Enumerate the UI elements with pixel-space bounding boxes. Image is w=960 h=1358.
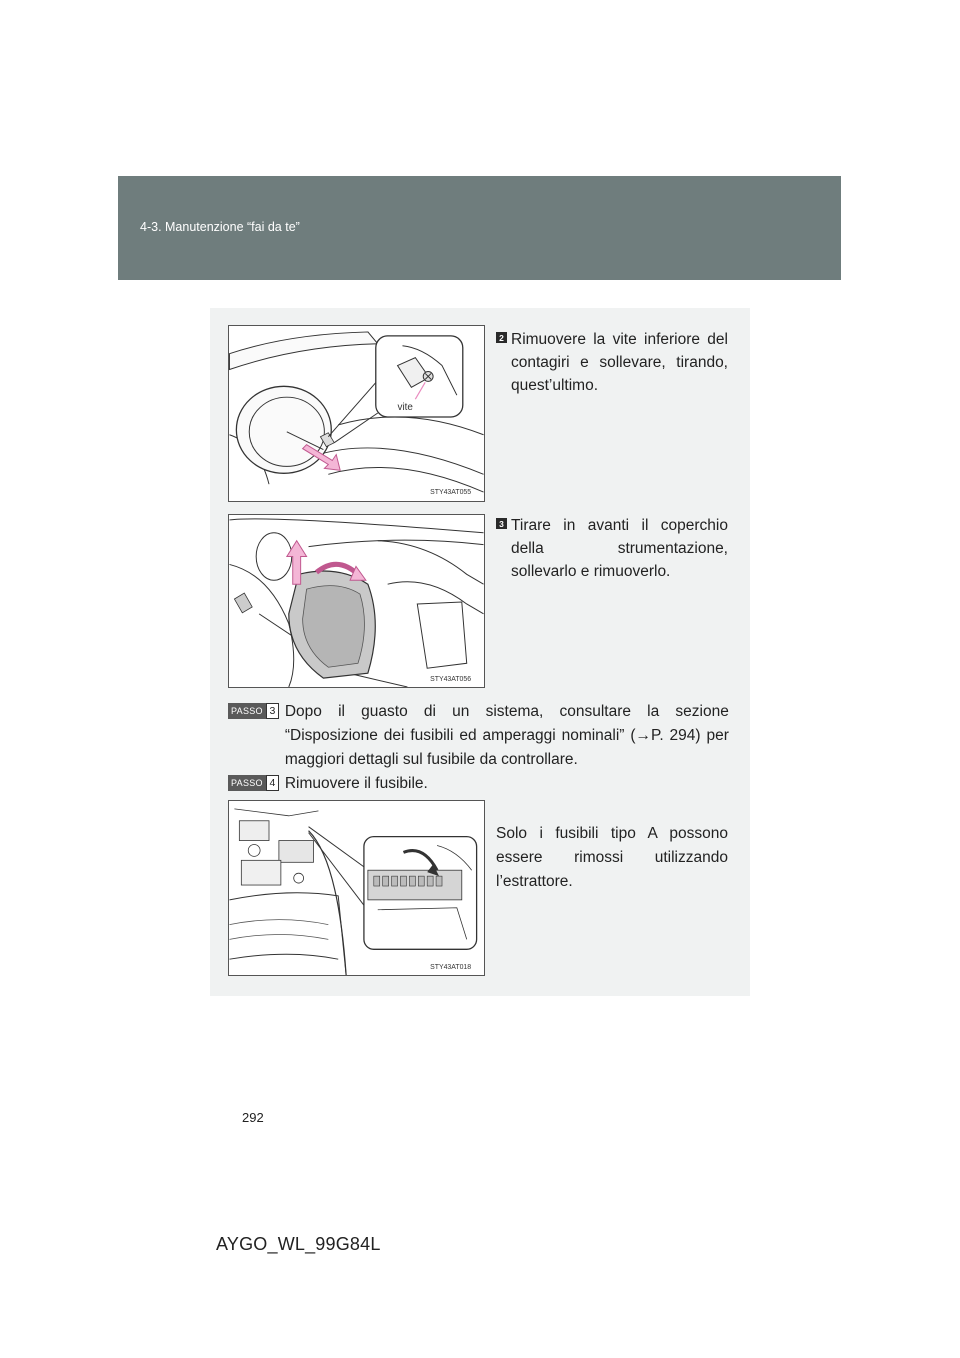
screw-icon bbox=[423, 371, 433, 381]
doc-code: AYGO_WL_99G84L bbox=[216, 1234, 381, 1254]
figure-code: STY43AT055 bbox=[430, 489, 472, 497]
step-number-badge: 2 bbox=[496, 332, 507, 343]
passo-number: 3 bbox=[266, 703, 279, 719]
step-number-badge: 3 bbox=[496, 518, 507, 529]
figure-code: STY43AT018 bbox=[430, 964, 472, 972]
figure-cover-removal bbox=[228, 514, 485, 688]
header-band bbox=[118, 176, 841, 280]
passo-number: 4 bbox=[266, 775, 279, 791]
passo-4 bbox=[228, 772, 729, 796]
fuse-box-illustration bbox=[229, 801, 484, 975]
passo-badge bbox=[228, 703, 279, 719]
passo-badge bbox=[228, 775, 279, 791]
passo-label: PASSO bbox=[228, 775, 266, 791]
passo-3 bbox=[228, 700, 729, 772]
passo-label: PASSO bbox=[228, 703, 266, 719]
step-3 bbox=[496, 514, 728, 583]
figure-fuse-box bbox=[228, 800, 485, 976]
fuse-note-text: Solo i fusibili tipo A possono essere rimossi utilizzando l’estrattore. bbox=[496, 825, 728, 890]
tachometer-illustration bbox=[229, 326, 484, 501]
passo-text: Dopo il guasto di un sistema, consultare la sezione “Disposizione dei fusibili ed amperaggi nominali” (→P. 294) per maggiori dettagli sul fusibile da controllare. bbox=[284, 703, 729, 768]
callout-label-vite: vite bbox=[397, 402, 413, 414]
step-text: Tirare in avanti il coperchio della strumentazione, sollevarlo e rimuoverlo. bbox=[511, 517, 728, 580]
passo-text: Rimuovere il fusibile. bbox=[284, 775, 428, 792]
page-number: 292 bbox=[242, 1110, 264, 1125]
step-text: Rimuovere la vite inferiore del contagiri e sollevare, tirando, quest’ultimo. bbox=[511, 331, 728, 394]
figure-tachometer-removal bbox=[228, 325, 485, 502]
step-2 bbox=[496, 328, 728, 397]
cover-illustration bbox=[229, 515, 484, 687]
figure-code: STY43AT056 bbox=[430, 676, 472, 684]
section-title: 4-3. Manutenzione “fai da te” bbox=[140, 220, 300, 234]
